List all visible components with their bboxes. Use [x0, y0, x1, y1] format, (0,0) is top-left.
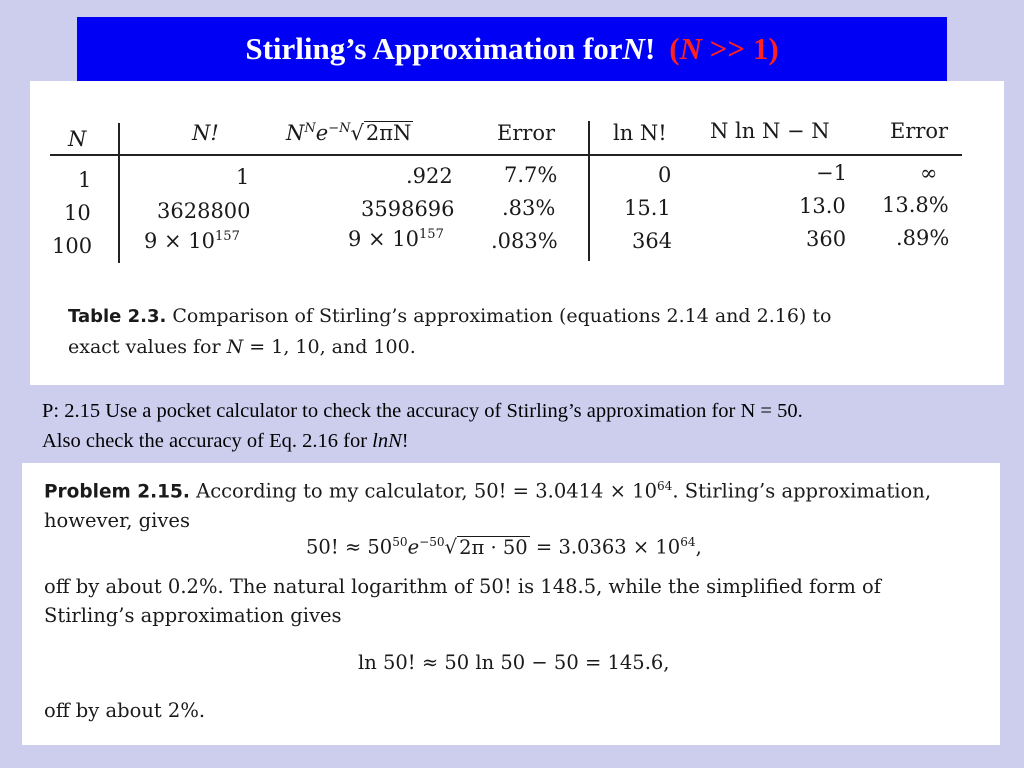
caption-label: Table 2.3. [68, 306, 167, 327]
title-bang: ! [644, 31, 656, 66]
title-main: Stirling’s Approximation for [245, 31, 623, 66]
cell-error-2: ∞ [920, 161, 938, 185]
header-nfact: N! [192, 121, 219, 145]
cell-nlnn: 13.0 [799, 194, 846, 218]
solution-line-2: however, gives [44, 509, 190, 532]
cell-n: 10 [64, 201, 91, 225]
table-rule-left [118, 123, 120, 263]
title-condition: (N >> 1) [669, 31, 779, 66]
cell-error-2: .89% [896, 226, 950, 250]
solution-label: Problem 2.15. [44, 481, 190, 503]
header-error-2: Error [890, 119, 949, 143]
caption-line-1: Comparison of Stirling’s approximation (equations 2.14 and 2.16) to [166, 305, 832, 327]
cell-ln: 15.1 [624, 196, 671, 220]
header-n: N [68, 127, 87, 151]
cell-error-1: .83% [502, 196, 556, 220]
problem-line-1: P: 2.15 Use a pocket calculator to check the accuracy of Stirling’s approximation for N = 50. [42, 400, 803, 422]
cell-ln: 0 [658, 163, 672, 187]
cell-nlnn: 360 [806, 227, 847, 251]
title-var: N [622, 31, 645, 66]
header-approx: $N^Ne^{-N}√2\pi N$ [286, 121, 412, 145]
solution-figure [22, 463, 1000, 745]
cell-nfact: 1 [236, 165, 250, 189]
cell-nlnn: −1 [816, 161, 847, 185]
cell-approx: $9 \times 10^{157}$ [348, 227, 444, 251]
cell-approx: .922 [406, 164, 453, 188]
solution-equation-1: 50! ≈ $50^{50}e^{-50}√$ $2\pi \cdot 50 = 3.0363 \times 10^{64}$, [306, 535, 702, 559]
cell-nfact: $9 \times 10^{157}$ [144, 229, 240, 253]
cell-ln: 364 [632, 229, 673, 253]
solution-equation-2: ln 50! ≈ 50 ln 50 − 50 = 145.6, [358, 651, 670, 674]
cell-error-2: 13.8% [882, 193, 949, 217]
cell-n: 1 [78, 168, 92, 192]
problem-line-2: Also check the accuracy of Eq. 2.16 for lnN! [42, 430, 409, 452]
header-ln-n: ln N! [613, 121, 667, 145]
cell-error-1: 7.7% [504, 163, 558, 187]
caption-line-2: exact values for N = 1, 10, and 100. [68, 336, 416, 358]
table-caption [68, 301, 968, 362]
table-figure [30, 81, 1004, 385]
solution-line-4: Stirling’s approximation gives [44, 604, 342, 627]
header-nlnn: N ln N − N [710, 119, 830, 143]
cell-error-1: .083% [491, 229, 558, 253]
problem-statement [42, 396, 1002, 456]
slide-title [77, 17, 947, 81]
cell-approx: 3598696 [361, 197, 455, 221]
solution-line-3: off by about 0.2%. The natural logarithm of 50! is 148.5, while the simplified form of [44, 575, 881, 598]
header-error-1: Error [497, 121, 556, 145]
table-header-rule [50, 154, 962, 156]
solution-line-1: Problem 2.15. According to my calculator, 50! = $3.0414 \times 10^{64}$. Stirling’s approximation, [44, 479, 932, 503]
solution-line-5: off by about 2%. [44, 699, 206, 722]
cell-nfact: 3628800 [157, 199, 251, 223]
cell-n: 100 [52, 234, 93, 258]
table-rule-mid [588, 121, 590, 261]
